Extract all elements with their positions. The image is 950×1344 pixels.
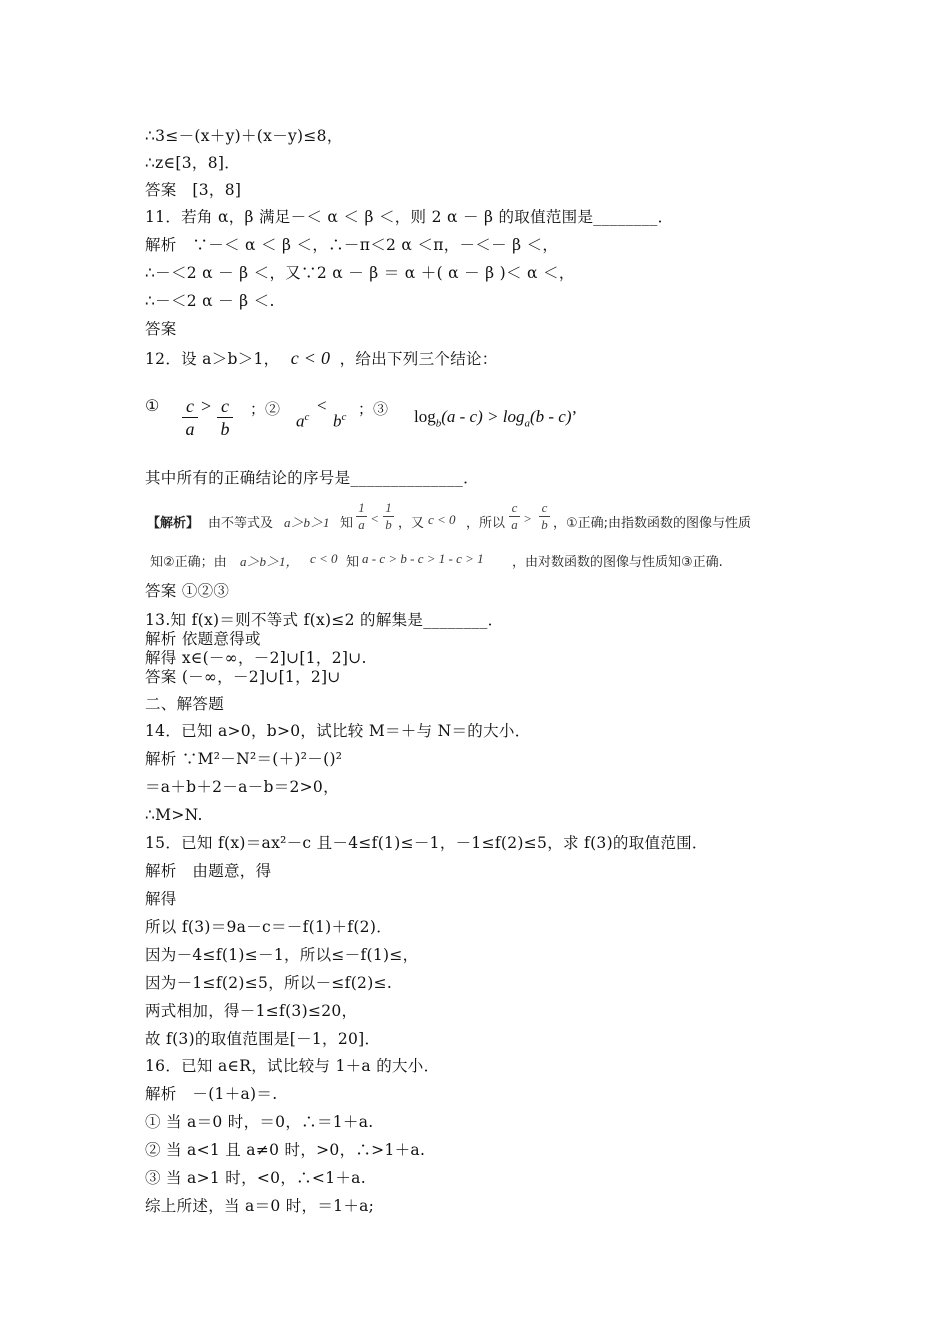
- analysis-math: c < 0: [310, 551, 338, 566]
- fraction-1-over-a: 1 a: [356, 500, 367, 533]
- analysis-text: 知: [346, 555, 360, 570]
- analysis-text: ，①正确;由指数函数的图像与性质: [553, 516, 752, 531]
- text-line: 因为－4≤f(1)≤－1，所以≤－f(1)≤，: [145, 946, 419, 964]
- log-inequality: $\log_b(a - c) > \log_a(b - c)$’: [414, 407, 578, 430]
- text-line: ＝a＋b＋2－a－b＝2>0，: [145, 778, 339, 796]
- fraction-c-over-a: c a: [182, 395, 198, 440]
- analysis-text: 知: [340, 516, 354, 531]
- text-line: ∴M>N.: [145, 806, 203, 824]
- question-14: 14．已知 a>0，b>0，试比较 M＝＋与 N＝的大小．: [145, 722, 531, 740]
- analysis-text: 由不等式及: [208, 516, 274, 531]
- analysis-text: 知②正确；由: [150, 555, 227, 570]
- greater-sign: >: [201, 396, 212, 416]
- conclusion-1-label: ①: [145, 398, 160, 415]
- text-line: ③ 当 a>1 时，<0，∴<1＋a.: [145, 1169, 366, 1187]
- fraction-c-over-b: c b: [217, 395, 233, 440]
- section-heading: 二、解答题: [145, 695, 225, 713]
- fraction-c-over-a: c a: [509, 500, 520, 533]
- power-a-c: $a^c$: [296, 411, 310, 431]
- text-line: 解得 x∈(－∞，－2]∪[1，2]∪.: [145, 649, 367, 667]
- question-12-tail: ，给出下列三个结论：: [339, 350, 498, 368]
- text-line: ∴3≤－(x＋y)＋(x－y)≤8，: [145, 127, 343, 145]
- text-line: 答案 [3，8]: [145, 181, 242, 199]
- text-line: 其中所有的正确结论的序号是______________．: [145, 469, 479, 487]
- less-sign: <: [371, 511, 379, 526]
- analysis-math: c < 0: [428, 512, 456, 527]
- answer-label: 答案: [145, 320, 177, 338]
- power-b-c: $b^c$: [333, 411, 347, 431]
- question-16: 16．已知 a∈R，试比较与 1＋a 的大小．: [145, 1057, 440, 1075]
- analysis-math: a＞b＞1，: [240, 554, 299, 569]
- text-line: 因为－1≤f(2)≤5，所以－≤f(2)≤.: [145, 974, 393, 992]
- condition-c: c < 0: [290, 348, 331, 368]
- question-15: 15．已知 f(x)＝ax²－c 且－4≤f(1)≤－1，－1≤f(2)≤5，求 f(3)的取值范围．: [145, 834, 708, 852]
- text-line: 解析 －(1＋a)＝.: [145, 1085, 278, 1103]
- text-line: 解得: [145, 890, 177, 908]
- text-line: ∴－＜2 α － β ＜.: [145, 292, 275, 310]
- fraction-c-over-b: c b: [539, 500, 550, 533]
- fraction-1-over-b: 1 b: [383, 500, 394, 533]
- greater-sign: >: [524, 511, 532, 526]
- analysis-math: a - c > b - c > 1 - c > 1: [362, 551, 484, 566]
- text-line: 所以 f(3)＝9a－c＝－f(1)＋f(2)．: [145, 918, 392, 936]
- text-line: 两式相加，得－1≤f(3)≤20，: [145, 1002, 358, 1020]
- answer-13: 答案 (－∞，－2]∪[1，2]∪: [145, 668, 341, 686]
- text-line: ∴z∈[3，8]．: [145, 154, 241, 172]
- answer-12: 答案 ①②③: [145, 582, 230, 600]
- analysis-text: ，由对数函数的图像与性质知③正确.: [512, 555, 723, 570]
- analysis-heading: 【解析】: [147, 516, 200, 531]
- question-13: 13.知 f(x)＝则不等式 f(x)≤2 的解集是________．: [145, 611, 504, 629]
- question-12: [145, 348, 498, 369]
- text-line: 综上所述，当 a＝0 时，＝1＋a;: [145, 1197, 375, 1215]
- text-line: ∴－＜2 α － β ＜，又∵2 α － β ＝ α ＋( α － β )＜ α ＜，: [145, 264, 575, 282]
- analysis-text: ，所以: [466, 516, 506, 531]
- text-line: 解析 由题意，得: [145, 862, 272, 880]
- text-line: 解析 依题意得或: [145, 630, 261, 648]
- question-11: 11．若角 α，β 满足－＜ α ＜ β ＜，则 2 α － β 的取值范围是________．: [145, 208, 674, 226]
- text-line: ② 当 a<1 且 a≠0 时，>0，∴>1＋a.: [145, 1141, 426, 1159]
- analysis-text: ，又: [398, 516, 425, 531]
- separator-3: ；③: [358, 402, 389, 418]
- question-12-intro: 12．设 a＞b＞1，: [145, 350, 280, 368]
- text-line: 解析 ∵M²－N²＝(＋)²－()²: [145, 750, 343, 768]
- text-line: 解析 ∵－＜ α ＜ β ＜，∴－π＜2 α ＜π，－＜－ β ＜，: [145, 236, 559, 254]
- text-line: ① 当 a＝0 时，＝0，∴＝1＋a.: [145, 1113, 374, 1131]
- separator-2: ；②: [250, 402, 281, 418]
- less-sign: <: [317, 396, 327, 415]
- analysis-math: a＞b＞1: [284, 515, 330, 530]
- text-line: 故 f(3)的取值范围是[－1，20]．: [145, 1030, 381, 1048]
